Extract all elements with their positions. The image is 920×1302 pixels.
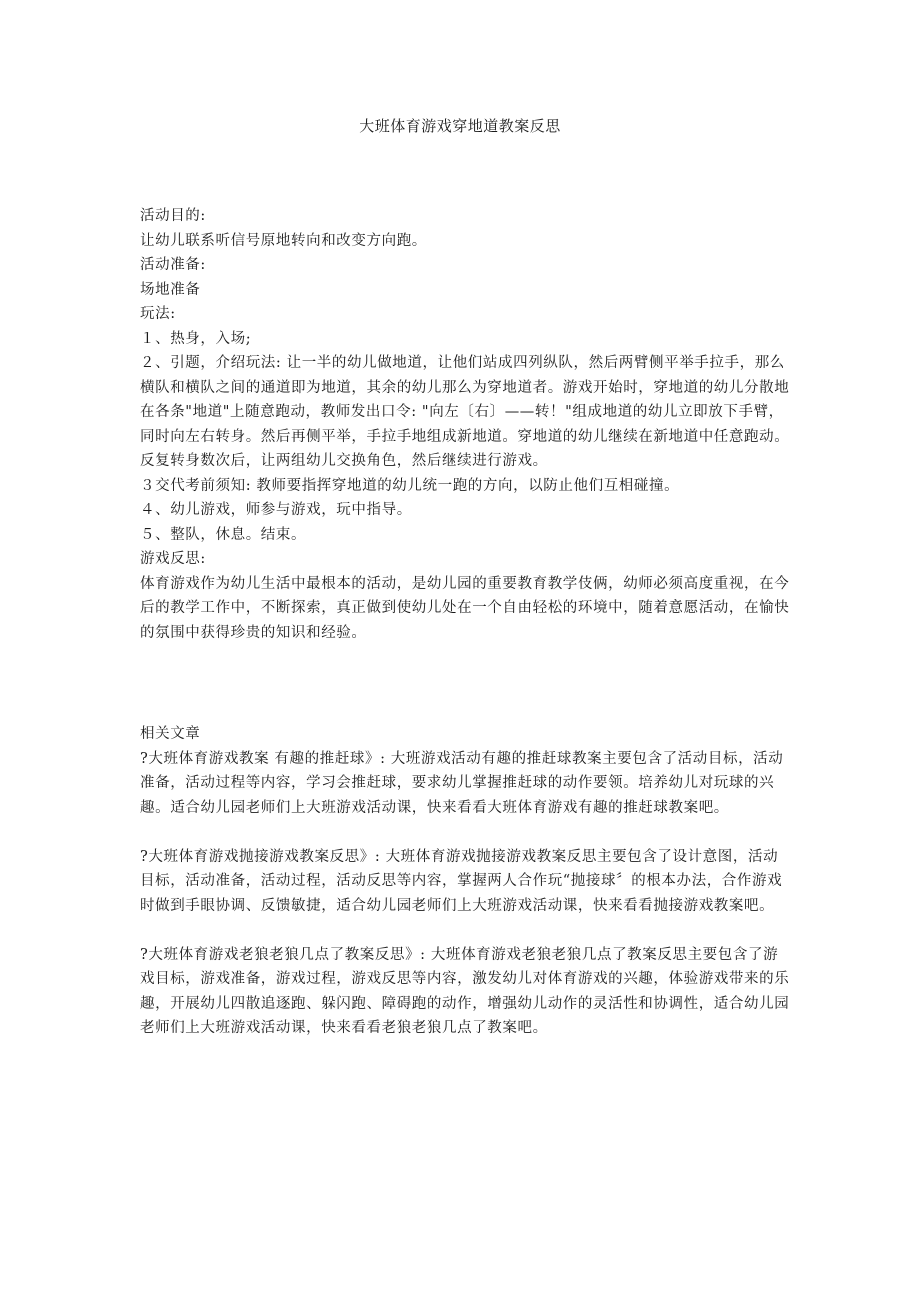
document-title: 大班体育游戏穿地道教案反思 xyxy=(359,117,561,135)
step-3: ３交代考前须知: 教师要指挥穿地道的幼儿统一跑的方向，以防止他们互相碰撞。 xyxy=(140,477,680,494)
step-2: ２、引题，介绍玩法: 让一半的幼儿做地道，让他们站成四列纵队，然后两臂侧平举手拉手，那么横队和横队之间的通道即为地道，其余的幼儿那么为穿地道者。游戏开始时，穿地道的幼儿分散地在各条"地道"上随意跑动，教师发出口令: "向左〔右〕——转！"组成地道的幼儿立即放下手臂，同时向左右转身。然后再侧平举，手拉手地组成新地道。穿地道的幼儿继续在新地道中任意跑动。反复转身数次后，让两组幼儿交换角色，然后继续进行游戏。 xyxy=(140,355,790,469)
related-article-item[interactable]: ?大班体育游戏老狼老狼几点了教案反思》: 大班体育游戏老狼老狼几点了教案反思主要包含了游戏目标，游戏准备，游戏过程，游戏反思等内容，激发幼儿对体育游戏的兴趣，体验游戏带来的乐趣，开展幼儿四散追逐跑、躲闪跑、障碍跑的动作，增强幼儿动作的灵活性和协调性，适合幼儿园老师们上大班游戏活动课，快来看看老狼老狼几点了教案吧。 xyxy=(140,946,790,1036)
section-heading-reflection: 游戏反思: xyxy=(140,551,206,567)
section-text-prep: 场地准备 xyxy=(140,281,201,298)
related-article-item[interactable]: ?大班体育游戏教案 有趣的推赶球》: 大班游戏活动有趣的推赶球教案主要包含了活动目标，活动准备，活动过程等内容，学习会推赶球，要求幼儿掌握推赶球的动作要领。培养幼儿对玩球的兴趣。适合幼儿园老师们上大班游戏活动课，快来看看大班体育游戏有趣的推赶球教案吧。 xyxy=(140,750,784,816)
related-heading: 相关文章 xyxy=(140,726,201,742)
step-1: １、热身，入场; xyxy=(140,330,252,347)
section-text-reflection: 体育游戏作为幼儿生活中最根本的活动，是幼儿园的重要教育教学伎俩，幼师必须高度重视，在今后的教学工作中，不断探索，真正做到使幼儿处在一个自由轻松的环境中，随着意愿活动，在愉快的氛围中获得珍贵的知识和经验。 xyxy=(140,575,790,641)
main-content xyxy=(140,204,790,645)
section-heading-prep: 活动准备: xyxy=(140,257,206,273)
related-article-item[interactable]: ?大班体育游戏抛接游戏教案反思》: 大班体育游戏抛接游戏教案反思主要包含了设计意图，活动目标，活动准备，活动过程，活动反思等内容，掌握两人合作玩“抛接球〞的根本办法，合作游戏时做到手眼协调、反馈敏捷，适合幼儿园老师们上大班游戏活动课，快来看看抛接游戏教案吧。 xyxy=(140,848,783,914)
section-heading-goal: 活动目的: xyxy=(140,208,206,224)
step-4: ４、幼儿游戏，师参与游戏，玩中指导。 xyxy=(140,502,412,518)
section-text-goal: 让幼儿联系听信号原地转向和改变方向跑。 xyxy=(140,232,427,249)
step-5: ５、整队，休息。结束。 xyxy=(140,526,307,543)
related-articles xyxy=(140,722,790,1065)
section-heading-rules: 玩法: xyxy=(140,306,176,322)
